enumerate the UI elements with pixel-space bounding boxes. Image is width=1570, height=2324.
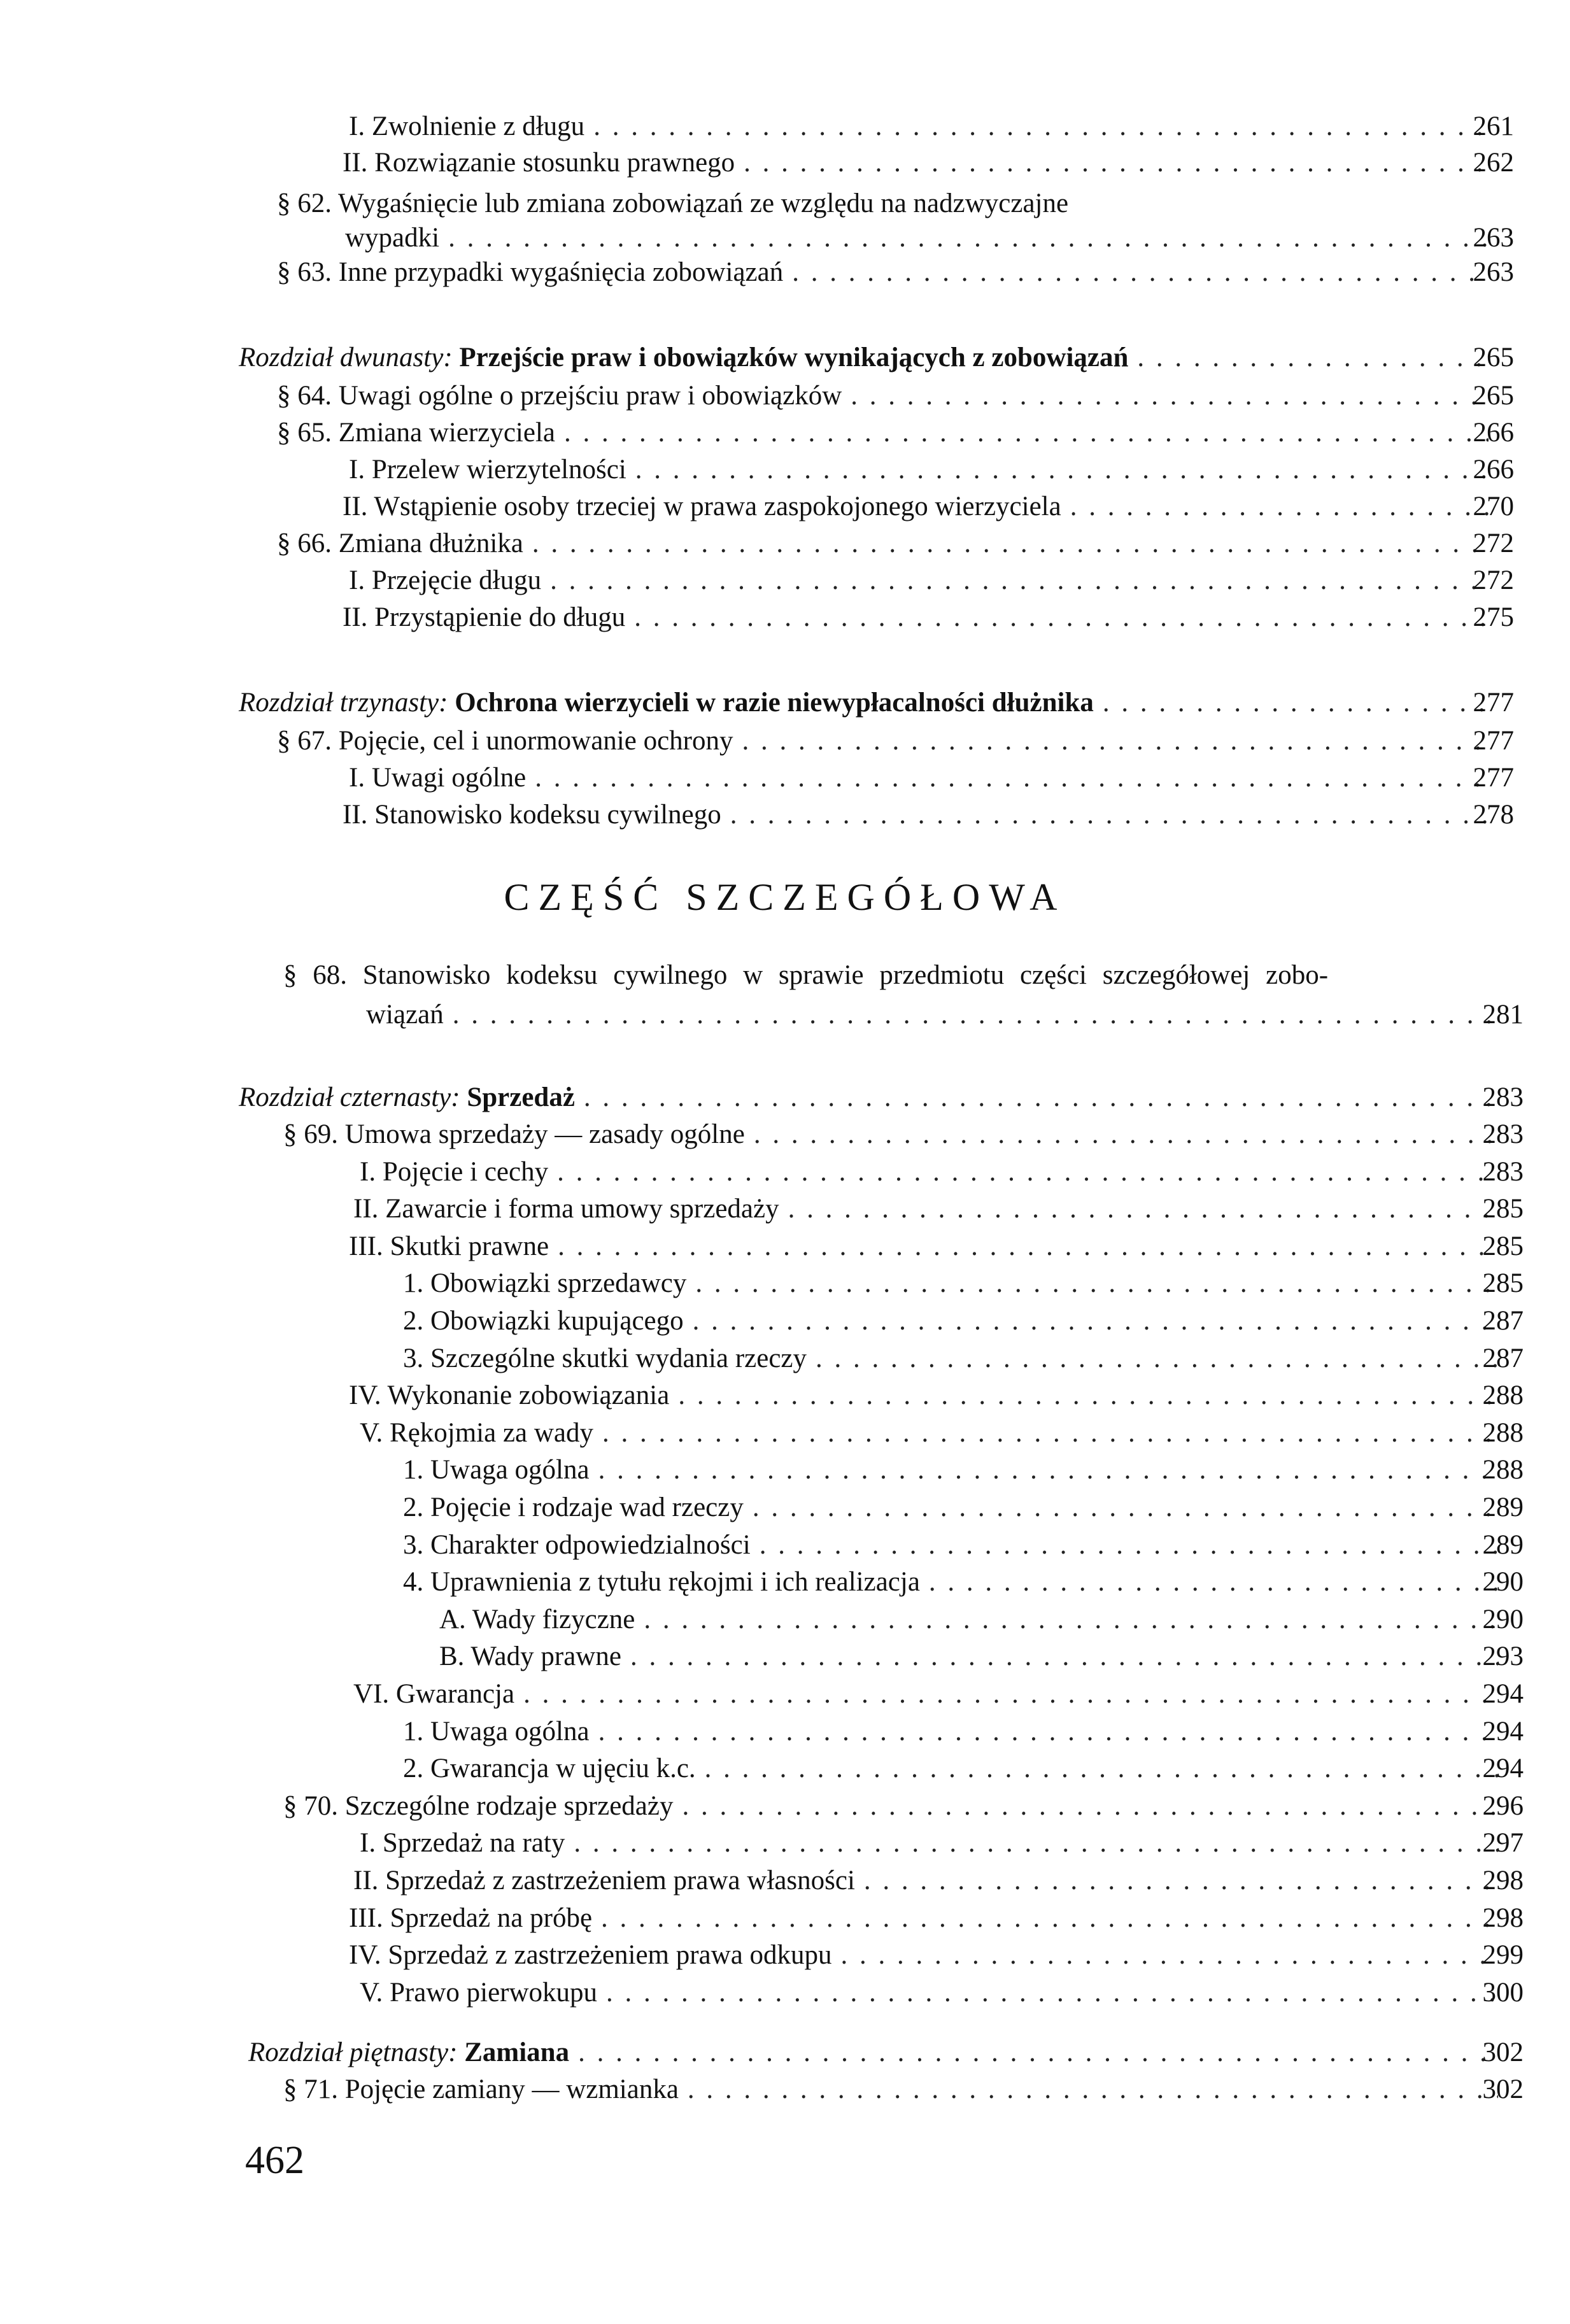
- dot-leader: [1103, 688, 1489, 718]
- entry-text: IV. Wykonanie zobowiązania: [349, 1380, 670, 1410]
- chapter-label: Rozdział czternasty:: [239, 1082, 460, 1112]
- page-number: 261: [1473, 111, 1514, 141]
- entry-text: § 64. Uwagi ogólne o przejściu praw i obowiązków: [277, 381, 842, 411]
- page-number: 296: [1482, 1791, 1524, 1821]
- dot-leader: [851, 381, 1489, 411]
- entry-text: A. Wady fizyczne: [439, 1605, 635, 1634]
- page-number: 272: [1473, 528, 1514, 558]
- page-number: 283: [1482, 1157, 1524, 1187]
- entry-text: 2. Pojęcie i rodzaje wad rzeczy: [403, 1492, 744, 1522]
- dot-leader: [693, 1306, 1498, 1336]
- dot-leader: [557, 1157, 1498, 1187]
- page-number: 293: [1482, 1641, 1524, 1671]
- page-number: 288: [1482, 1418, 1524, 1448]
- dot-leader: [788, 1194, 1498, 1224]
- toc-entry: [403, 1268, 1524, 1299]
- entry-text: II. Stanowisko kodeksu cywilnego: [343, 800, 721, 830]
- chapter-heading: [239, 343, 1514, 373]
- chapter-heading: [248, 2037, 1524, 2068]
- toc-entry: [349, 455, 1514, 485]
- toc-entry: [353, 1679, 1524, 1710]
- dot-leader: [630, 1641, 1498, 1672]
- page-number: 285: [1482, 1268, 1524, 1298]
- chapter-title: Zamiana: [464, 2037, 570, 2067]
- page-number: 265: [1473, 343, 1514, 372]
- page-number: 285: [1482, 1194, 1524, 1224]
- dot-leader: [453, 1000, 1498, 1030]
- page-number: 272: [1473, 565, 1514, 595]
- page-number: 275: [1473, 602, 1514, 632]
- toc-entry: [360, 1978, 1524, 2008]
- chapter-heading: [239, 1082, 1524, 1113]
- entry-text: § 70. Szczególne rodzaje sprzedaży: [283, 1791, 674, 1821]
- page-number: 290: [1482, 1605, 1524, 1634]
- entry-text: 3. Charakter odpowiedzialności: [403, 1530, 751, 1560]
- toc-entry: [283, 1791, 1524, 1822]
- chapter-title: Sprzedaż: [467, 1082, 575, 1112]
- toc-entry: [360, 1157, 1524, 1187]
- toc-entry: [277, 257, 1514, 288]
- page-number: 300: [1482, 1978, 1524, 2008]
- toc-entry: [283, 1119, 1524, 1150]
- chapter-label: Rozdział dwunasty:: [239, 343, 453, 372]
- entry-text: I. Uwagi ogólne: [349, 763, 527, 793]
- chapter-heading: [239, 688, 1514, 718]
- dot-leader: [644, 1605, 1498, 1635]
- entry-text: 1. Uwaga ogólna: [403, 1717, 590, 1747]
- page-number: 262: [1473, 148, 1514, 178]
- toc-entry: [360, 1828, 1524, 1859]
- toc-entry: [277, 381, 1514, 411]
- page-number: 278: [1473, 800, 1514, 830]
- toc-entry: [439, 1605, 1524, 1635]
- dot-leader: [929, 1567, 1498, 1598]
- part-title: CZĘŚĆ SZCZEGÓŁOWA: [504, 876, 1066, 918]
- page-number: 290: [1482, 1567, 1524, 1597]
- toc-entry: [403, 1754, 1524, 1784]
- chapter-label: Rozdział piętnasty:: [248, 2037, 458, 2067]
- toc-entry: [349, 565, 1514, 596]
- entry-text: III. Skutki prawne: [349, 1231, 549, 1261]
- dot-leader: [742, 726, 1489, 756]
- toc-entry: [403, 1343, 1524, 1374]
- page-number: 270: [1473, 492, 1514, 521]
- dot-leader: [523, 1679, 1498, 1710]
- toc-entry: [343, 148, 1514, 178]
- chapter-title: Przejście praw i obowiązków wynikających z zobowiązań: [459, 343, 1129, 372]
- page-number: 294: [1482, 1754, 1524, 1783]
- page-number: 288: [1482, 1455, 1524, 1485]
- page-number: 283: [1482, 1119, 1524, 1149]
- page-number: 266: [1473, 455, 1514, 485]
- dot-leader: [864, 1866, 1498, 1896]
- entry-text-line2: wypadki: [345, 223, 440, 253]
- toc-entry: [403, 1567, 1524, 1598]
- dot-leader: [760, 1530, 1498, 1561]
- page-number: 277: [1473, 763, 1514, 793]
- toc-entry: [343, 492, 1514, 522]
- dot-leader: [574, 1828, 1498, 1859]
- entry-text-line2: wiązań: [366, 1000, 444, 1030]
- page-number: 298: [1482, 1866, 1524, 1895]
- page-number: 294: [1482, 1679, 1524, 1709]
- toc-entry: [403, 1492, 1524, 1523]
- dot-leader: [593, 111, 1489, 142]
- entry-text: § 63. Inne przypadki wygaśnięcia zobowiązań: [277, 257, 784, 287]
- chapter-title: Ochrona wierzycieli w razie niewypłacalności dłużnika: [455, 688, 1094, 718]
- toc-entry: [349, 1231, 1524, 1262]
- toc-entry: [439, 1641, 1524, 1672]
- toc-entry: [349, 763, 1514, 793]
- page-number: 285: [1482, 1231, 1524, 1261]
- entry-text: I. Sprzedaż na raty: [360, 1828, 565, 1858]
- toc-entry: [277, 418, 1514, 448]
- page-number: 263: [1473, 257, 1514, 287]
- entry-text: I. Pojęcie i cechy: [360, 1157, 549, 1187]
- entry-text: I. Zwolnienie z długu: [349, 111, 585, 141]
- toc-entry: [283, 2074, 1524, 2105]
- entry-text: 1. Uwaga ogólna: [403, 1455, 590, 1485]
- dot-leader: [678, 1380, 1498, 1411]
- page-number: 281: [1482, 1000, 1524, 1030]
- dot-leader: [448, 223, 1489, 253]
- dot-leader: [532, 528, 1489, 559]
- toc-entry: [343, 800, 1514, 830]
- entry-text: V. Rękojmia za wady: [360, 1418, 594, 1448]
- dot-leader: [682, 1791, 1498, 1822]
- dot-leader: [1137, 343, 1489, 373]
- page-number: 263: [1473, 223, 1514, 253]
- entry-text: 4. Uprawnienia z tytułu rękojmi i ich realizacja: [403, 1567, 920, 1597]
- toc-entry: [349, 1940, 1524, 1971]
- entry-text-line1: § 62. Wygaśnięcie lub zmiana zobowiązań ze względu na nadzwyczajne: [277, 188, 1069, 218]
- page-number: 302: [1482, 2074, 1524, 2104]
- toc-entry: [349, 1380, 1524, 1411]
- toc-entry: [366, 1000, 1524, 1030]
- toc-entry: [349, 111, 1514, 142]
- dot-leader: [792, 257, 1489, 288]
- page-number: 302: [1482, 2037, 1524, 2067]
- entry-text: § 71. Pojęcie zamiany — wzmianka: [283, 2074, 679, 2104]
- dot-leader: [1070, 492, 1489, 522]
- dot-leader: [550, 565, 1489, 596]
- toc-entry: [353, 1194, 1524, 1224]
- page-number: 287: [1482, 1343, 1524, 1373]
- dot-leader: [598, 1717, 1498, 1747]
- entry-text: I. Przelew wierzytelności: [349, 455, 626, 485]
- page-number: 297: [1482, 1828, 1524, 1858]
- dot-leader: [578, 2037, 1498, 2068]
- dot-leader: [744, 148, 1489, 178]
- page-number: 289: [1482, 1492, 1524, 1522]
- dot-leader: [606, 1978, 1498, 2008]
- entry-text: 2. Obowiązki kupującego: [403, 1306, 684, 1336]
- page-number: 277: [1473, 688, 1514, 718]
- dot-leader: [602, 1418, 1498, 1449]
- entry-text-line1: § 68. Stanowisko kodeksu cywilnego w sprawie przedmiotu części szczegółowej zobo-: [283, 960, 1329, 990]
- entry-text: § 67. Pojęcie, cel i unormowanie ochrony: [277, 726, 733, 756]
- page-number: 266: [1473, 418, 1514, 448]
- entry-text: VI. Gwarancja: [353, 1679, 515, 1709]
- entry-text: II. Sprzedaż z zastrzeżeniem prawa własności: [353, 1866, 855, 1895]
- entry-text: I. Przejęcie długu: [349, 565, 542, 595]
- entry-text: 3. Szczególne skutki wydania rzeczy: [403, 1343, 807, 1373]
- toc-entry: [277, 528, 1514, 559]
- toc-entry: [345, 223, 1514, 253]
- entry-text: II. Wstąpienie osoby trzeciej w prawa zaspokojonego wierzyciela: [343, 492, 1061, 521]
- dot-leader: [558, 1231, 1498, 1262]
- page-number: 283: [1482, 1082, 1524, 1112]
- entry-text: IV. Sprzedaż z zastrzeżeniem prawa odkupu: [349, 1940, 832, 1970]
- entry-text: II. Rozwiązanie stosunku prawnego: [343, 148, 735, 178]
- page-folio: 462: [245, 2139, 304, 2182]
- dot-leader: [816, 1343, 1498, 1374]
- page-number: 265: [1473, 381, 1514, 411]
- dot-leader: [705, 1754, 1498, 1784]
- toc-entry: [277, 726, 1514, 756]
- page-number: 277: [1473, 726, 1514, 756]
- page-number: 289: [1482, 1530, 1524, 1560]
- chapter-heading-text: [239, 688, 1094, 718]
- dot-leader: [753, 1492, 1498, 1523]
- dot-leader: [598, 1455, 1498, 1485]
- toc-entry: [403, 1530, 1524, 1561]
- dot-leader: [535, 763, 1489, 793]
- entry-text: V. Prawo pierwokupu: [360, 1978, 598, 2008]
- chapter-heading-text: [239, 1082, 575, 1113]
- toc-entry: [403, 1306, 1524, 1336]
- dot-leader: [841, 1940, 1498, 1971]
- toc-entry: [403, 1717, 1524, 1747]
- toc-entry: [360, 1418, 1524, 1449]
- chapter-heading-text: [239, 343, 1128, 373]
- toc-entry: [353, 1866, 1524, 1896]
- chapter-heading-text: [248, 2037, 569, 2068]
- dot-leader: [601, 1903, 1498, 1934]
- page-number: 288: [1482, 1380, 1524, 1410]
- entry-text: § 66. Zmiana dłużnika: [277, 528, 523, 558]
- toc-entry: [403, 1455, 1524, 1485]
- page-number: 298: [1482, 1903, 1524, 1933]
- dot-leader: [730, 800, 1489, 830]
- toc-entry: [343, 602, 1514, 633]
- page-number: 299: [1482, 1940, 1524, 1970]
- dot-leader: [635, 455, 1489, 485]
- entry-text: 2. Gwarancja w ujęciu k.c.: [403, 1754, 696, 1783]
- entry-text: II. Zawarcie i forma umowy sprzedaży: [353, 1194, 779, 1224]
- dot-leader: [695, 1268, 1498, 1299]
- dot-leader: [688, 2074, 1498, 2105]
- dot-leader: [754, 1119, 1498, 1150]
- dot-leader: [564, 418, 1489, 448]
- entry-text: II. Przystąpienie do długu: [343, 602, 626, 632]
- entry-text: § 65. Zmiana wierzyciela: [277, 418, 555, 448]
- entry-text: III. Sprzedaż na próbę: [349, 1903, 593, 1933]
- page-number: 294: [1482, 1717, 1524, 1747]
- chapter-label: Rozdział trzynasty:: [239, 688, 448, 718]
- dot-leader: [634, 602, 1489, 633]
- entry-text: § 69. Umowa sprzedaży — zasady ogólne: [283, 1119, 745, 1149]
- entry-text: B. Wady prawne: [439, 1641, 621, 1671]
- toc-entry: [349, 1903, 1524, 1934]
- page-number: 287: [1482, 1306, 1524, 1336]
- entry-text: 1. Obowiązki sprzedawcy: [403, 1268, 687, 1298]
- dot-leader: [584, 1082, 1498, 1113]
